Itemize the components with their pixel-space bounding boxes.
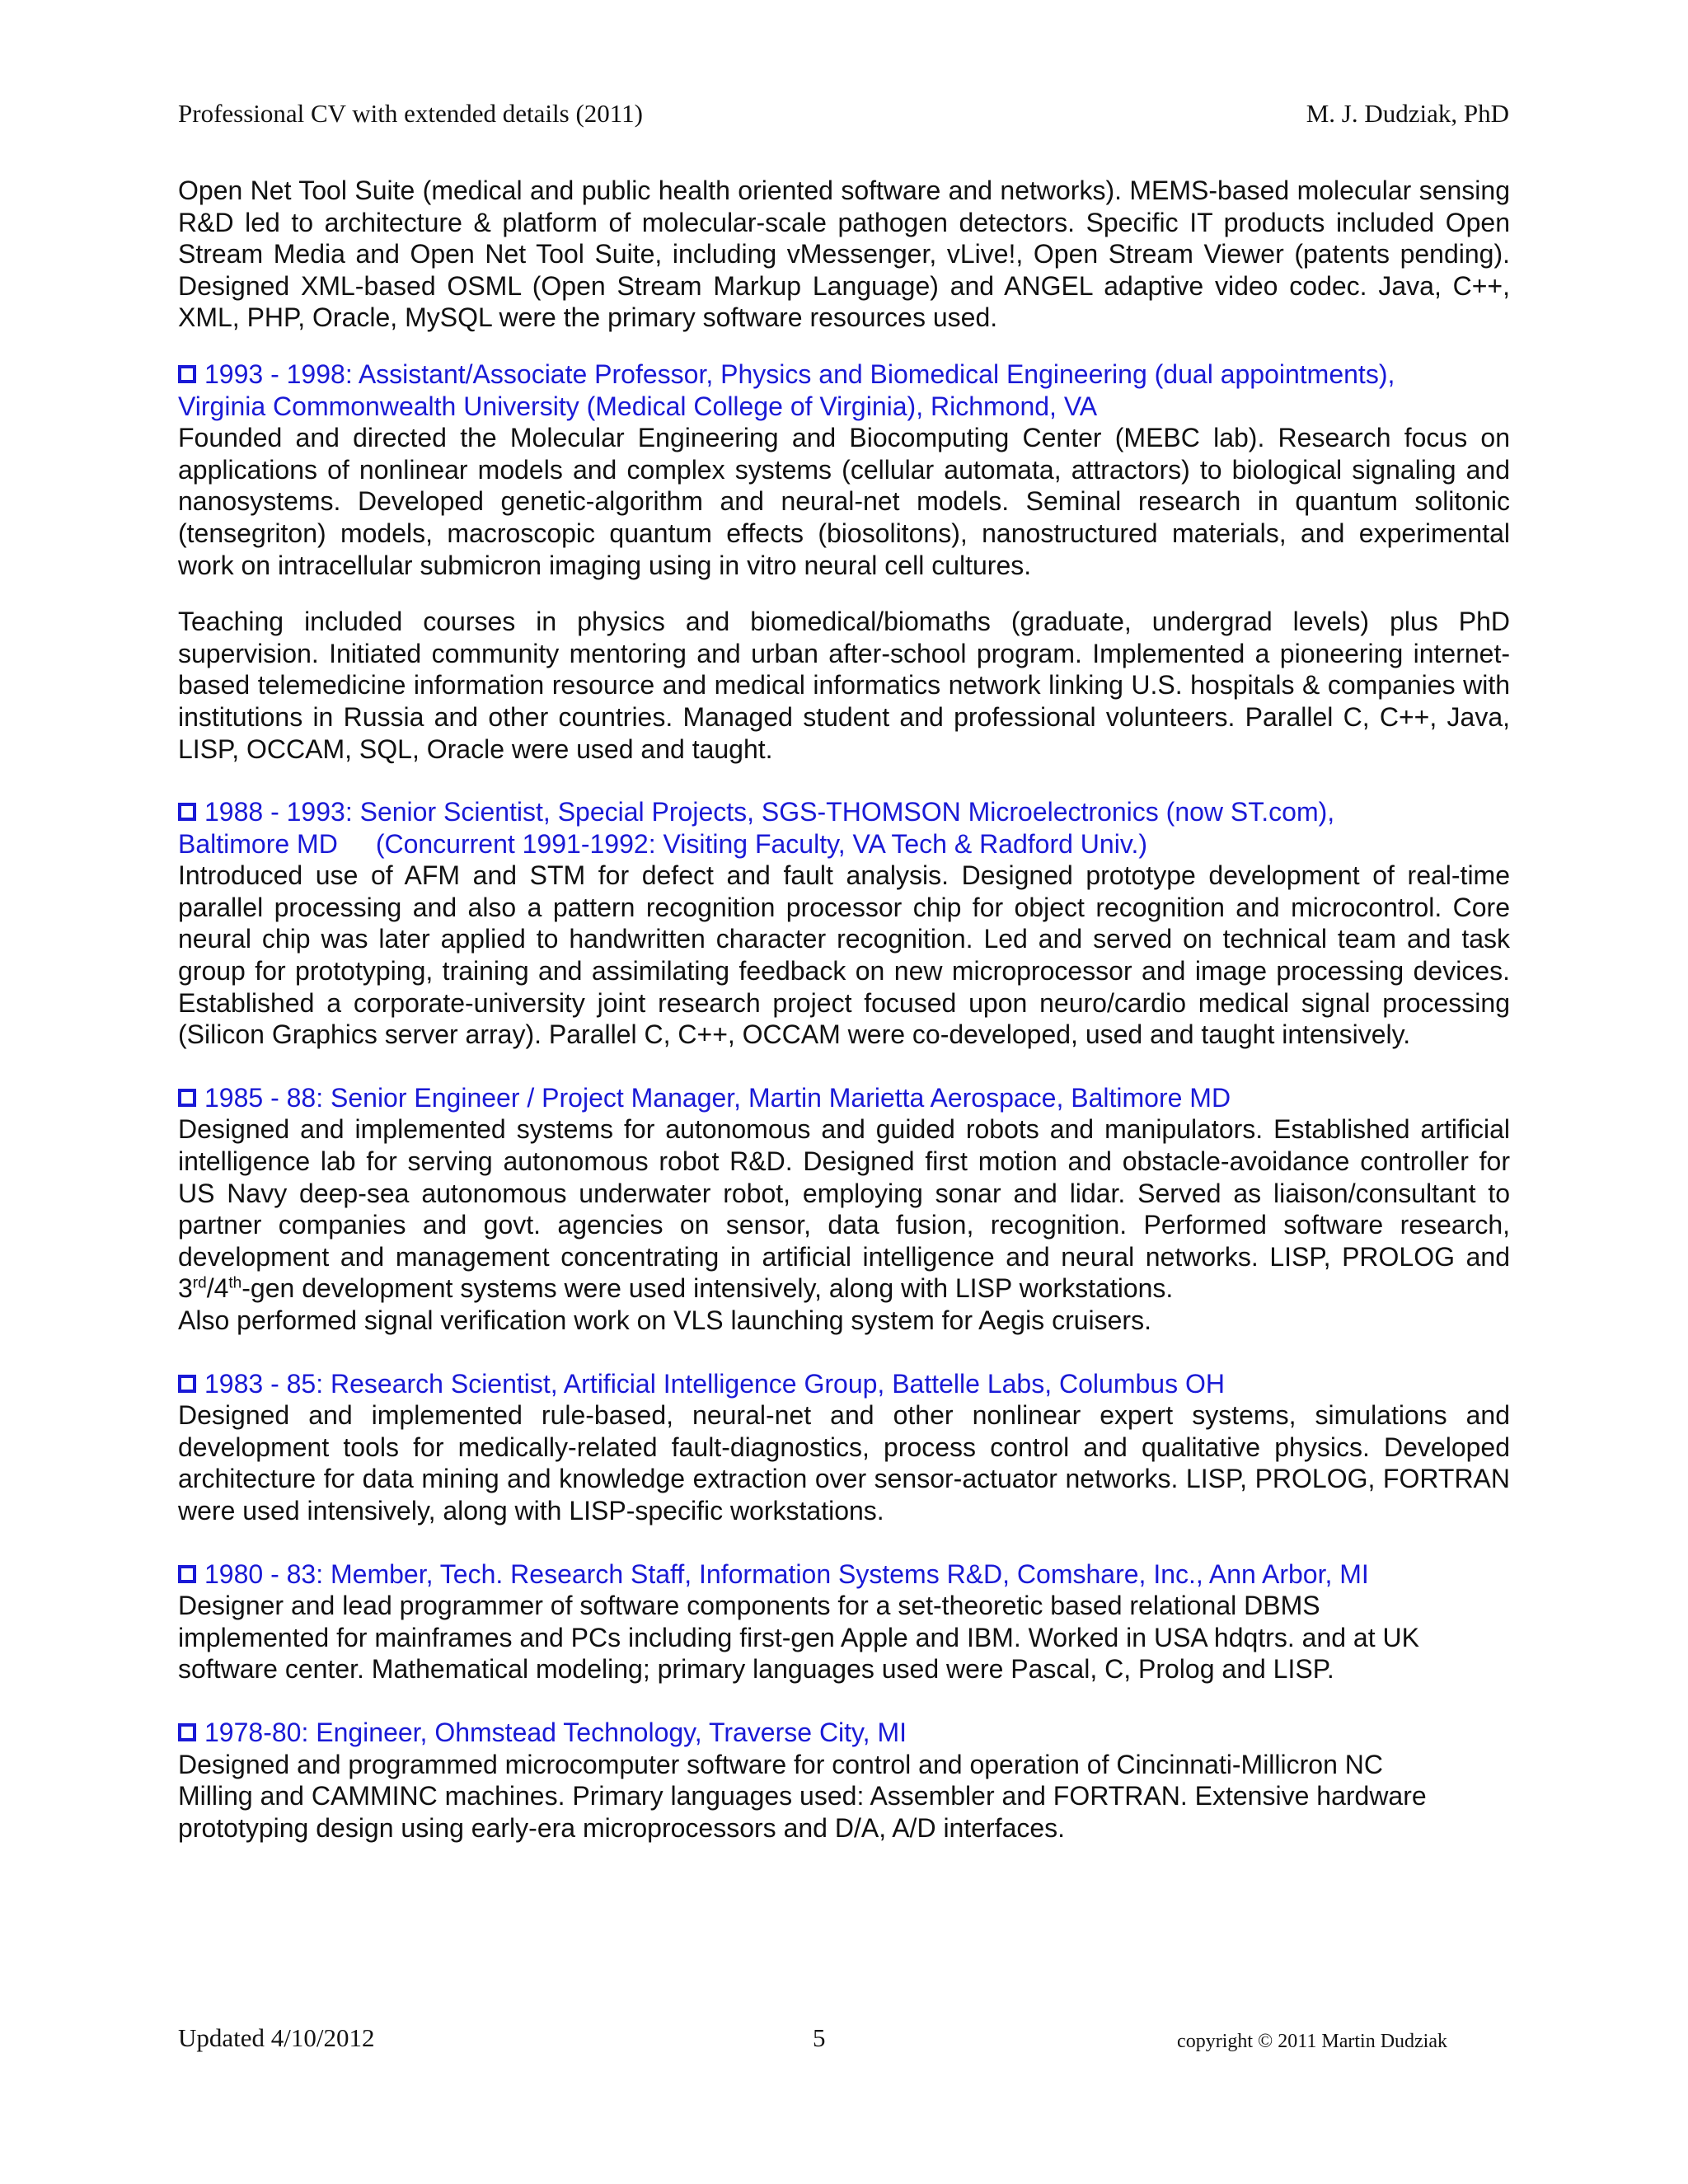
section-heading — [178, 796, 1510, 860]
square-bullet-icon — [178, 365, 196, 383]
section-body — [178, 1113, 1510, 1336]
section-heading — [178, 1082, 1510, 1114]
superscript-rd: rd — [192, 1274, 207, 1292]
intro-paragraph: Open Net Tool Suite (medical and public health oriented software and networks). MEMS-based molecular sensing R&D led to architecture & platform of molecular-scale pathogen detectors. Specific IT products included Open Stream Media and Open Net Tool Suite, including vMessenger, vLive!, Open Stream Viewer (patents pending). Designed XML-based OSML (Open Stream Markup Language) and ANGEL adaptive video codec. Java, C++, XML, PHP, Oracle, MySQL were the primary software resources used. — [178, 176, 1510, 333]
section-body-end: Also performed signal verification work on VLS launching system for Aegis cruisers. — [178, 1305, 1151, 1335]
section-body-main: Designed and implemented systems for autonomous and guided robots and manipulators. Established artificial intelligence lab for serving autonomous robot R&D. Designed first motion and obstacle-avoidance controller for US Navy deep-sea autonomous underwater robot, employing sonar and lidar. Served as liaison/consultant to partner companies and govt. agencies on sensor, data fusion, recognition. Performed software research, development and management concentrating in artificial intelligence and neural networks. — [178, 1114, 1510, 1272]
footer-copyright: copyright © 2011 Martin Dudziak — [1177, 2031, 1447, 2052]
section-body-line: Designer and lead programmer of software components for a set-theoretic based relational DBMS — [178, 1591, 1320, 1621]
page-number: 5 — [813, 2023, 826, 2052]
section-body-line: Milling and CAMMINC machines. Primary languages used: Assembler and FORTRAN. Extensive hardware — [178, 1781, 1427, 1811]
section-battelle — [178, 1368, 1510, 1527]
section-body-line: implemented for mainframes and PCs including first-gen Apple and IBM. Worked in USA hdqtrs. and at UK — [178, 1622, 1419, 1652]
section-body-line: software center. Mathematical modeling; primary languages used were Pascal, C, Prolog and LISP. — [178, 1654, 1334, 1685]
section-heading — [178, 1368, 1510, 1400]
section-heading-concurrent: (Concurrent 1991-1992: Visiting Faculty, VA Tech & Radford Univ.) — [375, 828, 1147, 859]
section-body — [178, 1590, 1510, 1685]
section-heading-line1: 1985 - 88: Senior Engineer / Project Manager, Martin Marietta Aerospace, Baltimore MD — [204, 1082, 1231, 1113]
section-heading-line2: Virginia Commonwealth University (Medical College of Virginia), Richmond, VA — [178, 391, 1098, 421]
section-heading — [178, 359, 1510, 422]
lisp-text-c: -gen development systems were used intensively, along with LISP workstations. — [241, 1273, 1174, 1304]
lisp-text-b: /4 — [206, 1273, 229, 1304]
section-sgs-thomson — [178, 796, 1510, 1051]
section-heading-location: Baltimore MD — [178, 828, 338, 859]
section-body — [178, 1749, 1510, 1844]
section-body-line: Designed and programmed microcomputer software for control and operation of Cincinnati-Millicron NC — [178, 1749, 1383, 1779]
page-content — [178, 175, 1510, 1875]
section-body: Introduced use of AFM and STM for defect and fault analysis. Designed prototype development of real-time parallel processing and also a pattern recognition processor chip for object recognition and microcontrol. Core neural chip was later applied to handwritten character recognition. Led and served on technical team and task group for prototyping, training and assimilating feedback on new microprocessor and image processing devices. Established a corporate-university joint research project focused upon neuro/cardio medical signal processing (Silicon Graphics server array). Parallel C, C++, OCCAM were co-developed, used and taught intensively. — [178, 860, 1510, 1050]
lisp-text-a: LISP, PROLOG and 3 — [178, 1241, 1511, 1304]
square-bullet-icon — [178, 1375, 196, 1393]
footer-updated: Updated 4/10/2012 — [178, 2023, 375, 2052]
header-author: M. J. Dudziak, PhD — [1306, 99, 1509, 128]
superscript-th: th — [228, 1274, 242, 1292]
section-vcu — [178, 359, 1510, 765]
square-bullet-icon — [178, 803, 196, 821]
section-ohmstead — [178, 1717, 1510, 1844]
section-comshare — [178, 1558, 1510, 1685]
section-martin-marietta — [178, 1082, 1510, 1337]
section-body: Designed and implemented rule-based, neural-net and other nonlinear expert systems, simulations and development tools for medically-related fault-diagnostics, process control and qualitative physics. Developed architecture for data mining and knowledge extraction over sensor-actuator networks. LISP, PROLOG, FORTRAN were used intensively, along with LISP-specific workstations. — [178, 1400, 1510, 1526]
section-body-line: prototyping design using early-era microprocessors and D/A, A/D interfaces. — [178, 1812, 1066, 1843]
section-body-teaching: Teaching included courses in physics and biomedical/biomaths (graduate, undergrad levels) plus PhD supervision. Initiated community mentoring and urban after-school program. Implemented a pioneering internet-based telemedicine information resource and medical informatics network linking U.S. hospitals & companies with institutions in Russia and other countries. Managed student and professional volunteers. Parallel C, C++, Java, LISP, OCCAM, SQL, Oracle were used and taught. — [178, 607, 1510, 764]
square-bullet-icon — [178, 1723, 196, 1741]
page-header — [178, 97, 1509, 130]
section-heading — [178, 1558, 1510, 1591]
section-heading-line1: 1988 - 1993: Senior Scientist, Special Projects, SGS-THOMSON Microelectronics (now ST.com), — [204, 797, 1335, 827]
section-body: Founded and directed the Molecular Engineering and Biocomputing Center (MEBC lab). Research focus on applications of nonlinear models and complex systems (cellular automata, attractors) to biological signaling and nanosystems. Developed genetic-algorithm and neural-net models. Seminal research in quantum solitonic (tensegriton) models, macroscopic quantum effects (biosolitons), nanostructured materials, and experimental work on intracellular submicron imaging using in vitro neural cell cultures. — [178, 423, 1510, 580]
section-heading-line1: 1978-80: Engineer, Ohmstead Technology, Traverse City, MI — [204, 1717, 907, 1747]
header-title: Professional CV with extended details (2011) — [178, 99, 643, 128]
square-bullet-icon — [178, 1565, 196, 1583]
section-heading-line1: 1993 - 1998: Assistant/Associate Professor, Physics and Biomedical Engineering (dual appointments), — [204, 359, 1395, 389]
square-bullet-icon — [178, 1089, 196, 1107]
section-heading-line1: 1983 - 85: Research Scientist, Artificial Intelligence Group, Battelle Labs, Columbus OH — [204, 1368, 1225, 1399]
section-heading-line1: 1980 - 83: Member, Tech. Research Staff, Information Systems R&D, Comshare, Inc., Ann Arbor, MI — [204, 1558, 1369, 1589]
section-heading — [178, 1717, 1510, 1749]
